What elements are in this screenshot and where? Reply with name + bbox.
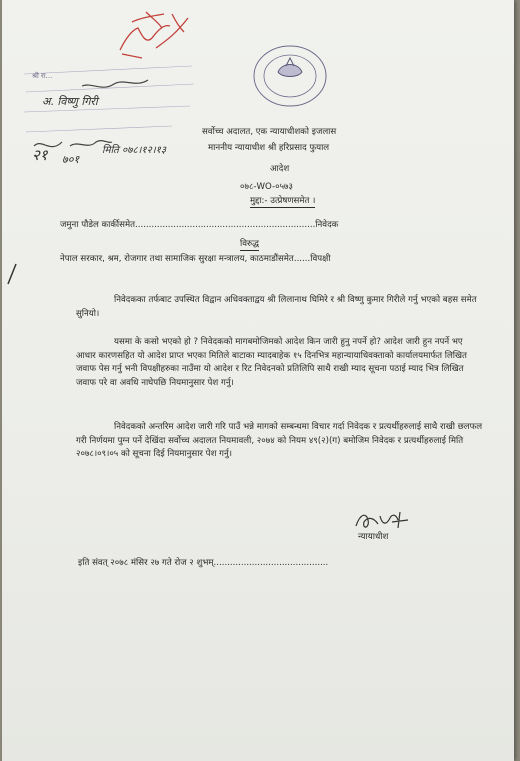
paragraph-order: यसमा के कसो भएको हो ? निवेदकको मागबमोजिमको आदेश किन जारी हुनु नपर्ने हो? आदेश जारी हुन नपर्ने भए आधार कारणसहित यो आदेश प्राप्त भएका मितिले बाटाका म्यादबाहेक १५ दिनभित्र महान्यायाधिवक्ताको कार्यालयमार्फत लिखित जवाफ पेस गर्नु भनी विपक्षीहरुका नाउँमा यो आदेश र रिट निवेदनको प्रतिलिपि साथै राखी म्याद सूचना पठाई म्याद भित्र लिखित जवाफ परे वा अवधि नाघेपछि नियमानुसार पेश गर्नु।: [76, 337, 467, 388]
receipt-handwritten-name: अ. विष्णु गिरी: [42, 95, 98, 108]
case-subject: मुद्दा:- उत्प्रेषणसमेत ।: [250, 196, 316, 206]
red-handwritten-annotation: [112, 8, 197, 63]
judge-name-line: माननीय न्यायाधीश श्री हरिप्रसाद फुयाल: [208, 143, 330, 153]
document-page: [2, 0, 514, 761]
case-number: ०७८-WO-०५७३: [240, 182, 293, 192]
judge-designation: न्यायाधीश: [358, 532, 389, 542]
respondent-line: नेपाल सरकार, श्रम, रोजगार तथा सामाजिक सुरक्षा मन्त्रालय, काठमाडौंसमेत......विपक्षी: [60, 254, 331, 264]
order-title: आदेश: [270, 164, 290, 174]
court-seal: [250, 42, 330, 110]
receipt-number-2: ७०१: [62, 153, 80, 166]
closing-line: इति संवत् २०७८ मंसिर २७ गते रोज २ शुभम्..........................................: [78, 558, 329, 568]
court-bench-line: सर्वोच्च अदालत, एक न्यायाधीशको इजलास: [202, 127, 337, 137]
judge-signature: [352, 508, 412, 534]
petitioner-line: जमुना पौडेल कार्कीसमेत..................................................................निवेदक: [60, 220, 339, 230]
receipt-date: मिति ०७८।१२।१३: [102, 145, 167, 156]
receipt-number: २१: [32, 146, 48, 164]
versus-label: विरुद्ध: [240, 239, 260, 249]
paragraph-interim-order: निवेदकको अन्तरिम आदेश जारी गरि पाउँ भन्ने मागको सम्बन्धमा विचार गर्दा निवेदक र प्रत्यर्थीहरुलाई साथै राखी छलफल गरी निर्णयमा पुग्न पर्ने देखिंदा सर्वोच्च अदालत नियमावली, २०७४ को नियम ४९(२)(ग) बमोजिम निवेदक र प्रत्यर्थीहरुलाई मिति २०७८।०९।०५ को सूचना दिई नियमानुसार पेश गर्नु।: [76, 422, 483, 459]
receipt-stamp-line1: श्री रा...: [32, 72, 53, 80]
edge-mark: [6, 262, 18, 286]
paragraph-hearing: निवेदकका तर्फबाट उपस्थित विद्वान अधिवक्ताद्वय श्री लिलानाथ घिमिरे र श्री विष्णु कुमार गिरीले गर्नु भएको बहस समेत सुनियो।: [76, 295, 477, 319]
